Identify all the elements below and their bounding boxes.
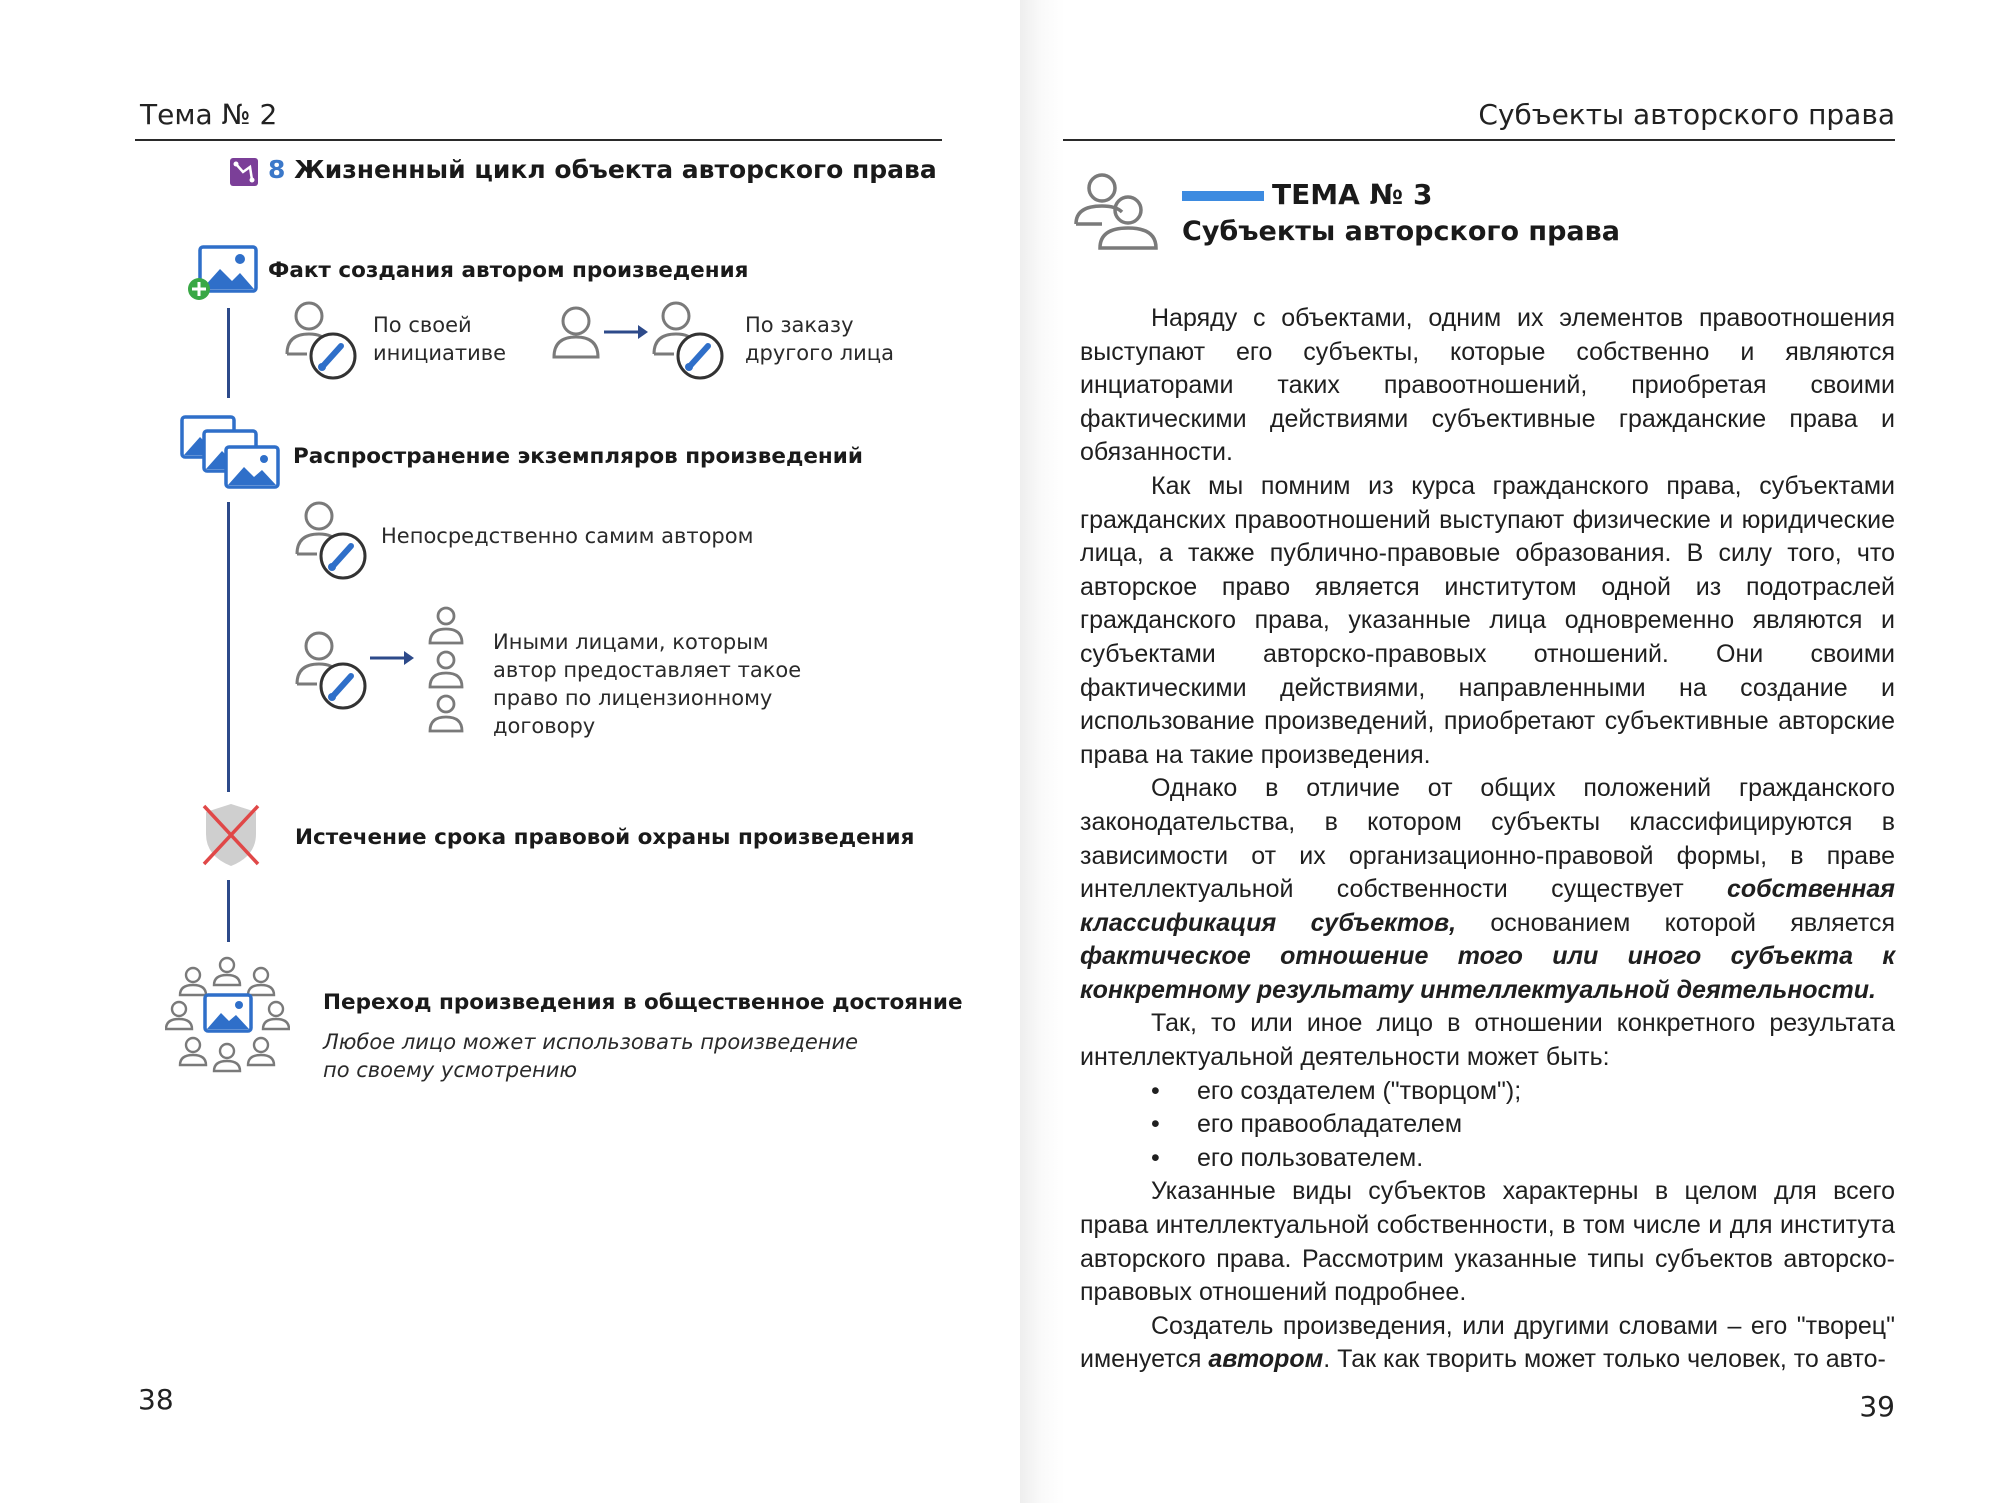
person-brush-icon [293, 630, 375, 716]
running-head-left: Тема № 2 [140, 98, 278, 131]
stage-3-title: Истечение срока правовой охраны произведения [295, 825, 915, 850]
stage-4-note: Любое лицо может использовать произведение по своему усмотрению [323, 1030, 859, 1082]
arrow-right-icon [368, 648, 416, 672]
list-item: • его правообладателем [1080, 1108, 1895, 1142]
stage-1-item-1: По своей инициативе [373, 313, 507, 365]
stage-4-title: Переход произведения в общественное достояние [323, 990, 963, 1015]
paragraph-3 [1080, 772, 1895, 1007]
body-text [1080, 302, 1895, 1377]
stage-1-item-2: По заказу другого лица [745, 313, 894, 365]
person-brush-icon [650, 300, 732, 386]
paragraph-3-emphasis-1: собственная классификация субъектов, [1080, 875, 1895, 937]
timeline-line-3 [227, 880, 230, 942]
crossed-shield-icon [198, 800, 264, 874]
stage-1-title: Факт создания автором произведения [268, 258, 749, 283]
header-rule-right [1063, 139, 1895, 141]
paragraph-2: Как мы помним из курса гражданского права, субъектами гражданских правоотношений выступают физические и юридические лица, а также публично-правовые образования. В силу того, что авторское право является институтом одной из подотраслей гражданского права, указанные лица одновременно являются и субъектами авторско-правовых отношений. Они своими фактическими действиями, направленными на создание и использование произведений, приобретают субъективные авторские права на такие произведения. [1080, 471, 1895, 769]
images-stack-icon [180, 415, 280, 495]
figure-title-text: Жизненный цикл объекта авторского права [294, 155, 937, 184]
timeline-line-2 [227, 502, 230, 792]
page-number-left: 38 [138, 1383, 174, 1416]
paragraph-3-emphasis-2: фактическое отношение того или иного субъекта к конкретному результату интеллектуальной деятельности. [1080, 942, 1895, 1004]
figure-badge-icon [230, 158, 258, 186]
theme-label: ТЕМА № 3 [1272, 178, 1433, 211]
header-rule-left [135, 139, 942, 141]
list-item: • его пользователем. [1080, 1142, 1895, 1176]
right-page [1020, 0, 2000, 1503]
paragraph-5: Указанные виды субъектов характерны в целом для всего права интеллектуальной собственности, в том числе и для института авторского права. Рассмотрим указанные типы субъектов авторско-правовых отношений подробнее. [1080, 1177, 1895, 1307]
list-item: • его создателем ("творцом"); [1080, 1075, 1895, 1109]
stage-2-title: Распространение экземпляров произведений [293, 444, 863, 469]
subject-list [1080, 1075, 1895, 1176]
person-brush-icon [293, 500, 375, 586]
theme-title: Субъекты авторского права [1182, 216, 1620, 247]
paragraph-6-emphasis: автором [1208, 1345, 1324, 1374]
page-number-right: 39 [1859, 1390, 1895, 1423]
paragraph-6-text-1: Создатель произведения, или другими словами – его "творец" именуется [1080, 1311, 1895, 1374]
paragraph-1: Наряду с объектами, одним их элементов правоотношения выступают его субъекты, которые собственно и являются инциаторами таких правоотношений, приобретая своими фактическими действиями субъективные гражданские права и обязанности. [1080, 304, 1895, 467]
arrow-right-icon [602, 322, 650, 346]
stage-2-item-2: Иными лицами, которым автор предоставляет такое право по лицензионному договору [493, 630, 802, 738]
image-plus-icon [188, 245, 260, 311]
person-icon [548, 305, 604, 365]
figure-title [268, 155, 937, 184]
users-icon [1072, 172, 1162, 256]
paragraph-3-text-2: основанием которой является [1456, 908, 1895, 937]
person-brush-icon [283, 300, 365, 386]
theme-accent-bar [1182, 191, 1264, 201]
paragraph-3-text-1: Однако в отличие от общих положений гражданского законодательства, в котором субъекты классифицируются в зависимости от их организационно-правовой формы, в праве интеллектуальной собственности существует [1080, 774, 1895, 904]
figure-number: 8 [268, 155, 286, 184]
stage-2-item-1: Непосредственно самим автором [381, 524, 754, 548]
timeline-line-1 [227, 308, 230, 398]
crowd-image-icon [165, 955, 290, 1077]
paragraph-4: Так, то или иное лицо в отношении конкретного результата интеллектуальной деятельности может быть: [1080, 1009, 1895, 1072]
paragraph-6-text-2: . Так как творить может только человек, то авто- [1323, 1345, 1886, 1374]
persons-column-icon [425, 605, 467, 737]
running-head-right: Субъекты авторского права [1478, 98, 1895, 131]
paragraph-6 [1080, 1310, 1895, 1377]
